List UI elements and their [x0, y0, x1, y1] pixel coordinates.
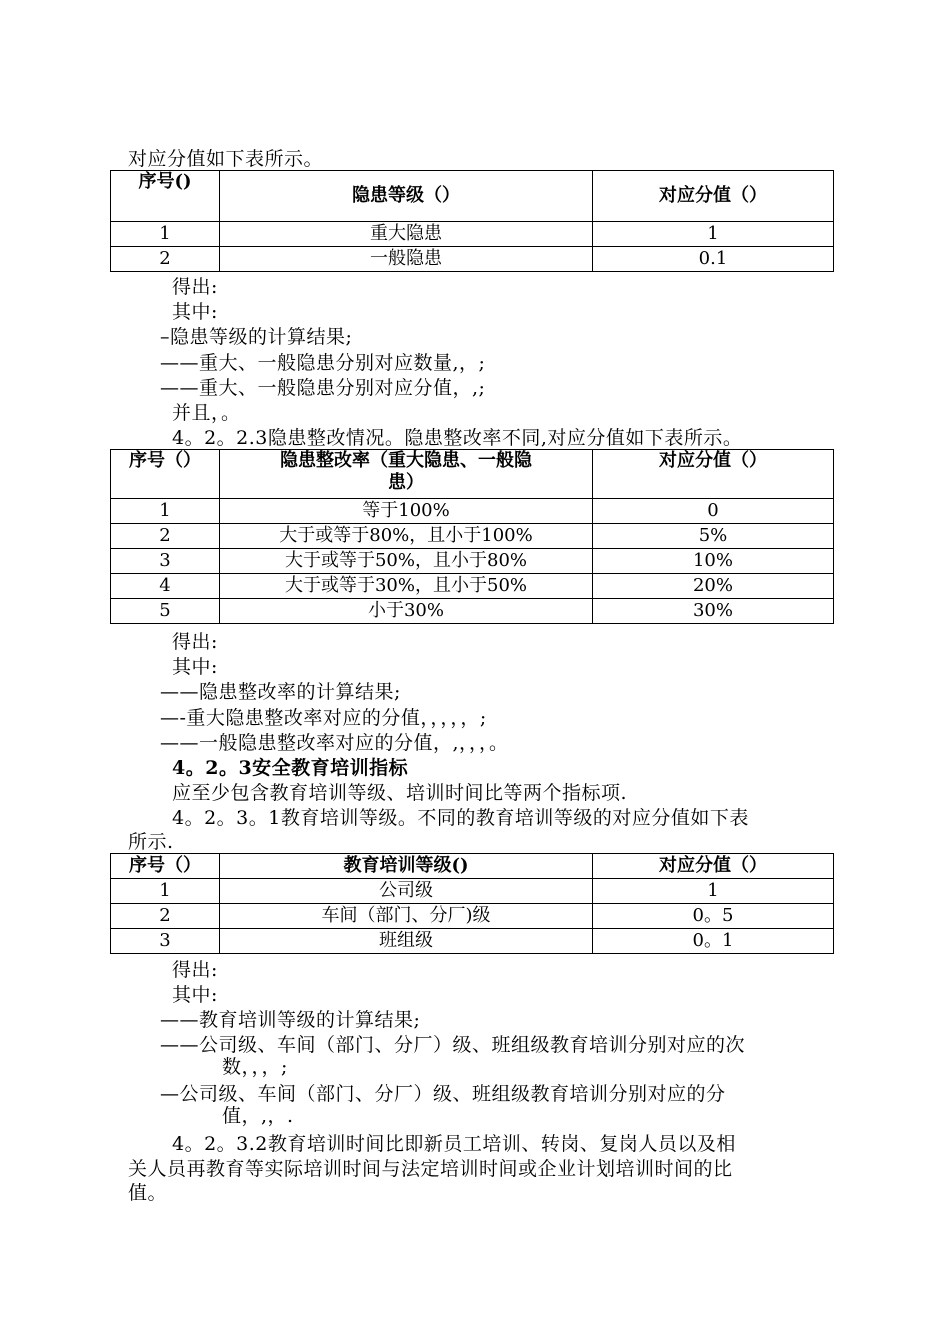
cell-score: 0。1: [593, 929, 834, 954]
text-line: 应至少包含教育培训等级、培训时间比等两个指标项.: [172, 782, 628, 804]
cell-score: 1: [593, 879, 834, 904]
cell-score: 10%: [593, 549, 834, 574]
rectification-rate-table: [110, 449, 834, 624]
text-line: —-重大隐患整改率对应的分值，，，，，;: [160, 707, 487, 729]
cell-score: 0.1: [593, 247, 834, 272]
cell-level: 重大隐患: [220, 222, 593, 247]
cell-score: 0: [593, 499, 834, 524]
section-4223-line: 4。2。2.3隐患整改情况。隐患整改率不同,对应分值如下表所示。: [172, 427, 743, 449]
table-header-row: [111, 450, 834, 499]
text-line: ——教育培训等级的计算结果;: [160, 1009, 421, 1031]
cell-training-level: 班组级: [220, 929, 593, 954]
text-line: —公司级、车间（部门、分厂）级、班组级教育培训分别对应的分: [160, 1083, 726, 1105]
cell-rate: 等于100%: [220, 499, 593, 524]
cell-score: 0。5: [593, 904, 834, 929]
section-4231-line1: 4。2。3。1教育培训等级。不同的教育培训等级的对应分值如下表: [172, 807, 749, 829]
col-header-rate: [220, 450, 593, 499]
cell-index: 3: [111, 549, 220, 574]
text-line: 其中:: [172, 984, 218, 1006]
table-header-row: [111, 171, 834, 222]
cell-rate: 大于或等于80%，且小于100%: [220, 524, 593, 549]
col-header-score: 对应分值（）: [593, 854, 834, 879]
text-line: 其中:: [172, 656, 218, 678]
col-header-training-level: 教育培训等级(): [220, 854, 593, 879]
cell-training-level: 车间（部门、分厂)级: [220, 904, 593, 929]
section-4231-line2: 所示.: [128, 831, 174, 853]
col-header-rate-line1: 隐患整改率（重大隐患、一般隐: [280, 450, 532, 471]
table-row: [111, 574, 834, 599]
cell-score: 5%: [593, 524, 834, 549]
cell-index: 1: [111, 222, 220, 247]
section-4232-line1: 4。2。3.2教育培训时间比即新员工培训、转岗、复岗人员以及相: [172, 1133, 736, 1155]
col-header-score: 对应分值（）: [593, 171, 834, 222]
cell-score: 20%: [593, 574, 834, 599]
cell-score: 1: [593, 222, 834, 247]
table-row: [111, 904, 834, 929]
col-header-index: 序号(): [111, 171, 220, 222]
table-row: [111, 929, 834, 954]
cell-score: 30%: [593, 599, 834, 624]
table-row: [111, 499, 834, 524]
intro-line: 对应分值如下表所示。: [128, 148, 324, 170]
text-line: 得出:: [172, 276, 218, 298]
cell-index: 1: [111, 879, 220, 904]
table-row: [111, 549, 834, 574]
cell-rate: 大于或等于50%，且小于80%: [220, 549, 593, 574]
col-header-index: 序号（）: [111, 854, 220, 879]
cell-index: 2: [111, 247, 220, 272]
section-4232-line2: 关人员再教育等实际培训时间与法定培训时间或企业计划培训时间的比: [128, 1158, 733, 1180]
text-line: ——隐患整改率的计算结果;: [160, 681, 401, 703]
hazard-level-table: [110, 170, 834, 272]
table-row: [111, 247, 834, 272]
text-line: 数，，，;: [222, 1056, 288, 1078]
cell-index: 2: [111, 524, 220, 549]
text-line: 得出:: [172, 959, 218, 981]
table-row: [111, 222, 834, 247]
training-level-table: [110, 853, 834, 954]
col-header-score: 对应分值（）: [593, 450, 834, 499]
col-header-rate-line2: 患）: [388, 472, 424, 493]
col-header-level: 隐患等级（）: [220, 171, 593, 222]
text-line: 并且，。: [172, 402, 241, 424]
text-line: 其中:: [172, 301, 218, 323]
text-line: 得出:: [172, 631, 218, 653]
text-line: ——一般隐患整改率对应的分值，,，，，。: [160, 732, 509, 754]
table-header-row: [111, 854, 834, 879]
text-line: 值，,，.: [222, 1105, 294, 1127]
section-4232-line3: 值。: [128, 1182, 168, 1204]
cell-index: 2: [111, 904, 220, 929]
table-row: [111, 524, 834, 549]
cell-rate: 小于30%: [220, 599, 593, 624]
text-line: ——重大、一般隐患分别对应数量,，;: [160, 352, 486, 374]
table-row: [111, 879, 834, 904]
table-row: [111, 599, 834, 624]
cell-rate: 大于或等于30%，且小于50%: [220, 574, 593, 599]
col-header-index: 序号（）: [111, 450, 220, 499]
cell-index: 1: [111, 499, 220, 524]
text-line: –隐患等级的计算结果;: [160, 326, 353, 348]
text-line: ——公司级、车间（部门、分厂）级、班组级教育培训分别对应的次: [160, 1034, 746, 1056]
cell-index: 5: [111, 599, 220, 624]
cell-training-level: 公司级: [220, 879, 593, 904]
cell-index: 4: [111, 574, 220, 599]
section-heading-423: 4。2。3安全教育培训指标: [172, 757, 409, 779]
cell-level: 一般隐患: [220, 247, 593, 272]
cell-index: 3: [111, 929, 220, 954]
text-line: ——重大、一般隐患分别对应分值，,;: [160, 377, 486, 399]
